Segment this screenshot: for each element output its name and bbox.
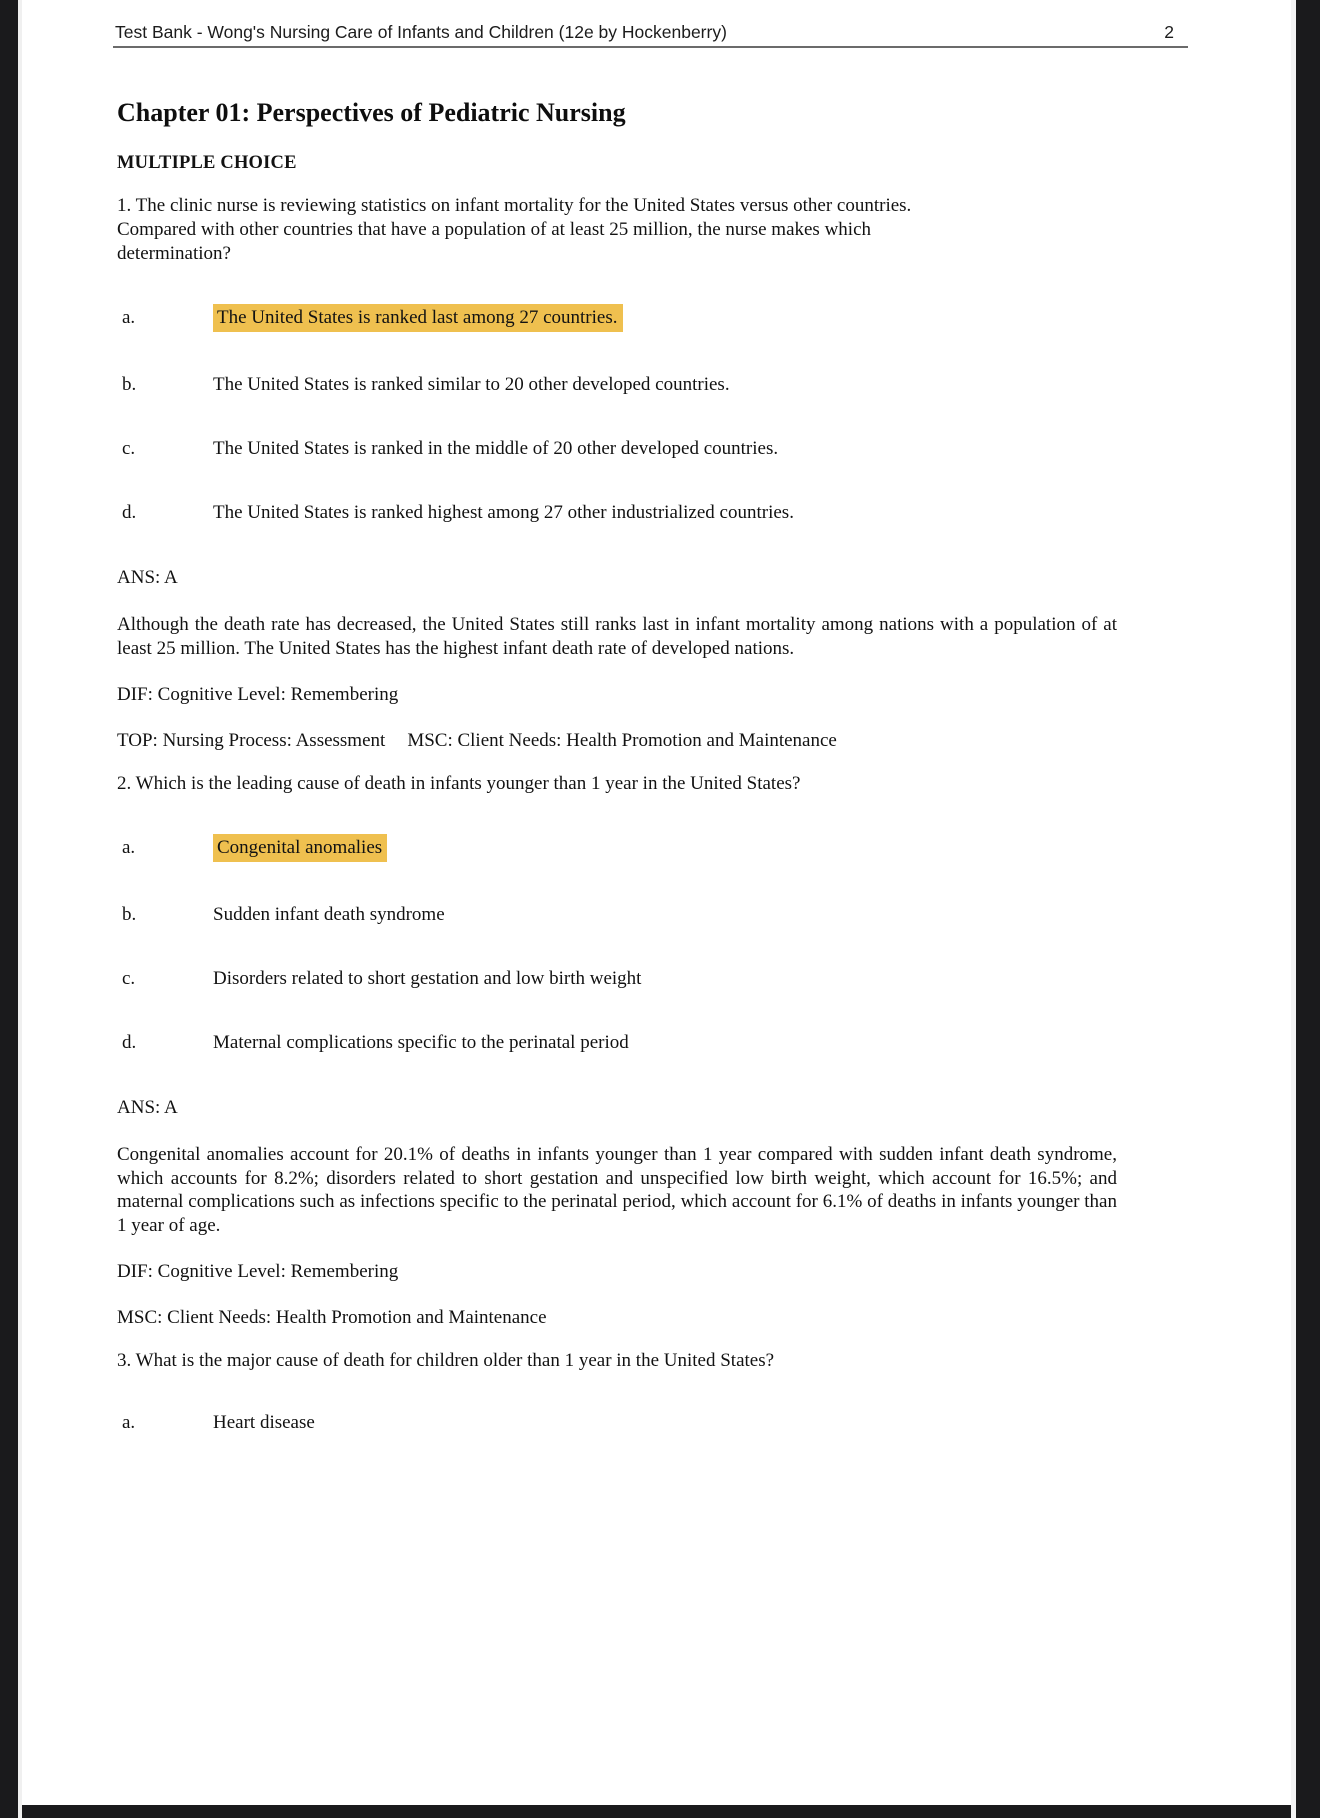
question-stem: 3. What is the major cause of death for children older than 1 year in the United States? (117, 1350, 775, 1371)
option-text: Disorders related to short gestation and low birth weight (213, 968, 642, 989)
options-list (117, 834, 1127, 1054)
option-text answer-highlight: Congenital anomalies (213, 834, 387, 862)
option-letter: b. (122, 904, 137, 925)
option-row-b (122, 903, 1127, 926)
header-title: Test Bank - Wong's Nursing Care of Infants and Children (12e by Hockenberry) (115, 22, 727, 42)
rationale-paragraph: Although the death rate has decreased, the United States still ranks last in infant mortality among nations with a population of at least 25 million. The United States has the highest infant death rate of developed nations. (117, 614, 1117, 659)
option-text: Heart disease (213, 1412, 315, 1433)
option-letter: c. (122, 438, 136, 459)
option-row-c (122, 437, 1127, 460)
section-heading-multiple-choice: MULTIPLE CHOICE (117, 153, 297, 173)
top-label: TOP: Nursing Process: Assessment (117, 730, 386, 751)
option-text answer-highlight: The United States is ranked last among 27 countries. (213, 304, 623, 332)
question-block-1 (117, 194, 1127, 752)
option-letter: a. (122, 1412, 136, 1433)
page-edge-right (1291, 0, 1296, 1818)
viewer-frame-right-bar (1296, 0, 1320, 1818)
page-header (113, 22, 1188, 48)
option-row-a (122, 1411, 1127, 1434)
rationale-paragraph: Congenital anomalies account for 20.1% of deaths in infants younger than 1 year compared with sudden infant death syndrome, which accounts for 8.2%; disorders related to short gestation and unspecified low birth weight, which account for 16.5%; and maternal complications such as infections specific to the perinatal period, which account for 6.1% of deaths in infants younger than 1 year of age. (117, 1144, 1117, 1236)
option-row-d (122, 1031, 1127, 1054)
msc-label: MSC: Client Needs: Health Promotion and Maintenance (407, 730, 837, 751)
option-row-b (122, 373, 1127, 396)
top-msc-line (117, 729, 1127, 752)
option-letter: b. (122, 374, 137, 395)
page-content (117, 98, 1127, 1434)
options-list (117, 1411, 1127, 1434)
question-stem: 1. The clinic nurse is reviewing statistics on infant mortality for the United States versus other countries. Compared with other countries that have a population of at least 25 million, the nurse makes which determination? (117, 195, 912, 264)
option-letter: c. (122, 968, 136, 989)
dif-line: DIF: Cognitive Level: Remembering (117, 684, 399, 705)
option-letter: d. (122, 502, 137, 523)
option-text: The United States is ranked similar to 20 other developed countries. (213, 374, 730, 395)
dif-line: DIF: Cognitive Level: Remembering (117, 1261, 399, 1282)
msc-line: MSC: Client Needs: Health Promotion and Maintenance (117, 1307, 547, 1328)
option-text: Maternal complications specific to the perinatal period (213, 1032, 629, 1053)
viewer-frame-left-bar (0, 0, 18, 1818)
option-text: The United States is ranked in the middle of 20 other developed countries. (213, 438, 779, 459)
viewer-frame-bottom-bar (0, 1805, 1320, 1818)
option-row-d (122, 501, 1127, 524)
option-row-a (122, 304, 1127, 332)
question-stem: 2. Which is the leading cause of death in infants younger than 1 year in the United States? (117, 773, 801, 794)
option-row-a (122, 834, 1127, 862)
answer-line: ANS: A (117, 1097, 178, 1118)
option-text: The United States is ranked highest among 27 other industrialized countries. (213, 502, 794, 523)
chapter-title: Chapter 01: Perspectives of Pediatric Nursing (117, 98, 626, 127)
option-text: Sudden infant death syndrome (213, 904, 445, 925)
option-row-c (122, 967, 1127, 990)
document-page (22, 0, 1291, 1805)
header-page-number: 2 (1164, 22, 1174, 42)
options-list (117, 304, 1127, 524)
question-block-2 (117, 772, 1127, 1329)
option-letter: a. (122, 307, 136, 328)
question-block-3 (117, 1349, 1127, 1434)
answer-line: ANS: A (117, 567, 178, 588)
option-letter: d. (122, 1032, 137, 1053)
option-letter: a. (122, 837, 136, 858)
